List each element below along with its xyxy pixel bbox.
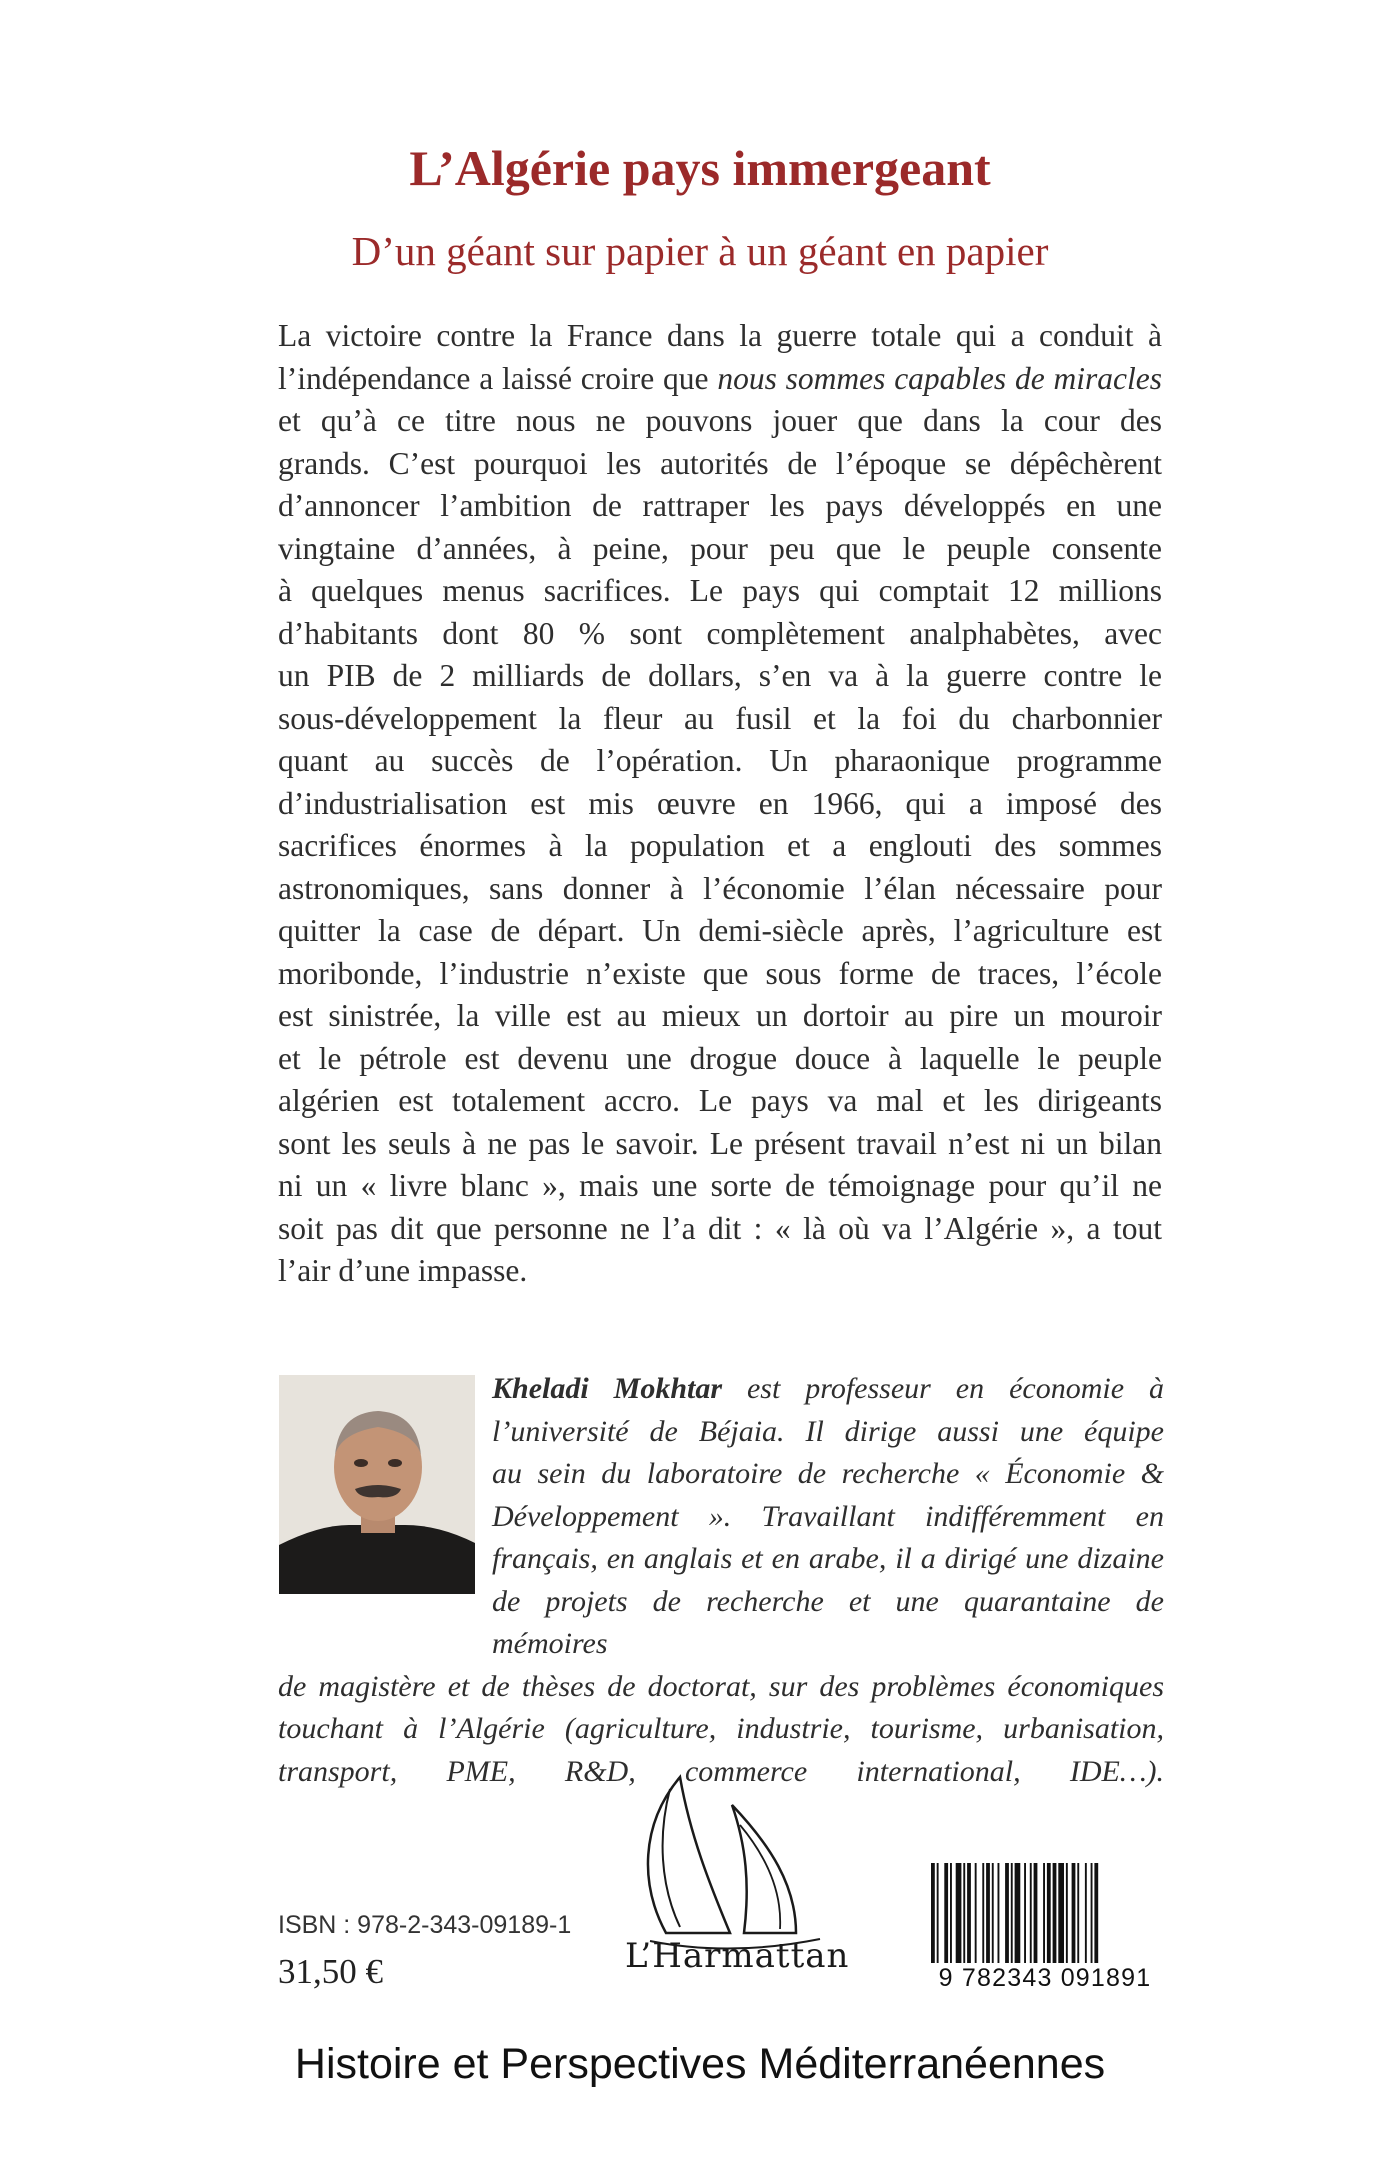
summary-line: et le pétrole est devenu une drogue douce à laquelle le peuple [278, 1040, 1162, 1076]
bio-line: Développement ». Travaillant indifféremment en [492, 1499, 1164, 1533]
summary-line: quant au succès de l’opération. Un pharaonique programme [278, 743, 1162, 778]
summary-italic: nous sommes capables de miracles [717, 360, 1162, 396]
summary-line: d’annoncer l’ambition de rattraper les pays développés en une [278, 488, 1162, 523]
bio-line: de magistère et de thèses de doctorat, sur des problèmes économiques [278, 1669, 1164, 1703]
bio-line: français, en anglais et en arabe, il a dirigé une dizaine [492, 1542, 1164, 1575]
summary-line: à quelques menus sacrifices. Le pays qui comptait 12 millions [278, 573, 1162, 608]
bio-line: l’université de Béjaia. Il dirige aussi une équipe [492, 1414, 1164, 1448]
summary-line: sous-développement la fleur au fusil et la foi du charbonnier [278, 700, 1162, 736]
summary-line: est sinistrée, la ville est au mieux un dortoir au pire un mouroir [278, 998, 1162, 1033]
bio-line: au sein du laboratoire de recherche « Économie & [492, 1457, 1164, 1490]
summary-line: et qu’à ce titre nous ne pouvons jouer que dans la cour des [278, 403, 1162, 438]
summary-line: sont les seuls à ne pas le savoir. Le présent travail n’est ni un bilan [278, 1125, 1162, 1161]
summary-line: d’industrialisation est mis œuvre en 1966, qui a imposé des [278, 785, 1162, 821]
summary-line: l’air d’une impasse. [278, 1253, 528, 1288]
summary-line: astronomiques, sans donner à l’économie l’élan nécessaire pour [278, 870, 1162, 906]
bio-line: transport, PME, R&D, commerce international, IDE…). [278, 1754, 1164, 1788]
author-bio [278, 1368, 1164, 1793]
summary-line: l’indépendance a laissé croire que nous sommes capables de miracles [278, 360, 1162, 396]
bio-line: Kheladi Mokhtar est professeur en économie à [492, 1372, 1164, 1405]
price: 31,50 € [278, 1952, 383, 1991]
book-title: L’Algérie pays immergeant [409, 140, 991, 196]
summary-line: La victoire contre la France dans la guerre totale qui a conduit à [278, 318, 1162, 353]
summary-line: sacrifices énormes à la population et a englouti des sommes [278, 828, 1162, 863]
summary-line: ni un « livre blanc », mais une sorte de témoignage pour qu’il ne [278, 1168, 1162, 1203]
isbn: ISBN : 978-2-343-09189-1 [278, 1911, 572, 1939]
bio-line: de projets de recherche et une quarantaine de mémoires [492, 1584, 1164, 1660]
summary-line: soit pas dit que personne ne l’a dit : « là où va l’Algérie », a tout [278, 1210, 1162, 1246]
summary-line: algérien est totalement accro. Le pays va mal et les dirigeants [278, 1083, 1162, 1118]
series-name: Histoire et Perspectives Méditerranéennes [294, 2040, 1106, 2088]
summary-text [278, 315, 1162, 1293]
publisher-name: L’Harmattan [625, 1936, 850, 1976]
author-name: Kheladi Mokhtar [492, 1372, 723, 1405]
summary-line: d’habitants dont 80 % sont complètement analphabètes, avec [278, 615, 1162, 651]
summary-line: quitter la case de départ. Un demi-siècle après, l’agriculture est [278, 913, 1162, 948]
summary-line: vingtaine d’années, à peine, pour peu que le peuple consente [278, 530, 1162, 566]
barcode-number: 9 782343 091891 [925, 1964, 1165, 1993]
summary-line: un PIB de 2 milliards de dollars, s’en va à la guerre contre le [278, 658, 1162, 693]
book-subtitle: D’un géant sur papier à un géant en papier [351, 228, 1049, 274]
bio-line: touchant à l’Algérie (agriculture, industrie, tourisme, urbanisation, [278, 1712, 1164, 1745]
summary-line: grands. C’est pourquoi les autorités de l’époque se dépêchèrent [278, 445, 1162, 481]
summary-line: moribonde, l’industrie n’existe que sous forme de traces, l’école [278, 955, 1162, 991]
